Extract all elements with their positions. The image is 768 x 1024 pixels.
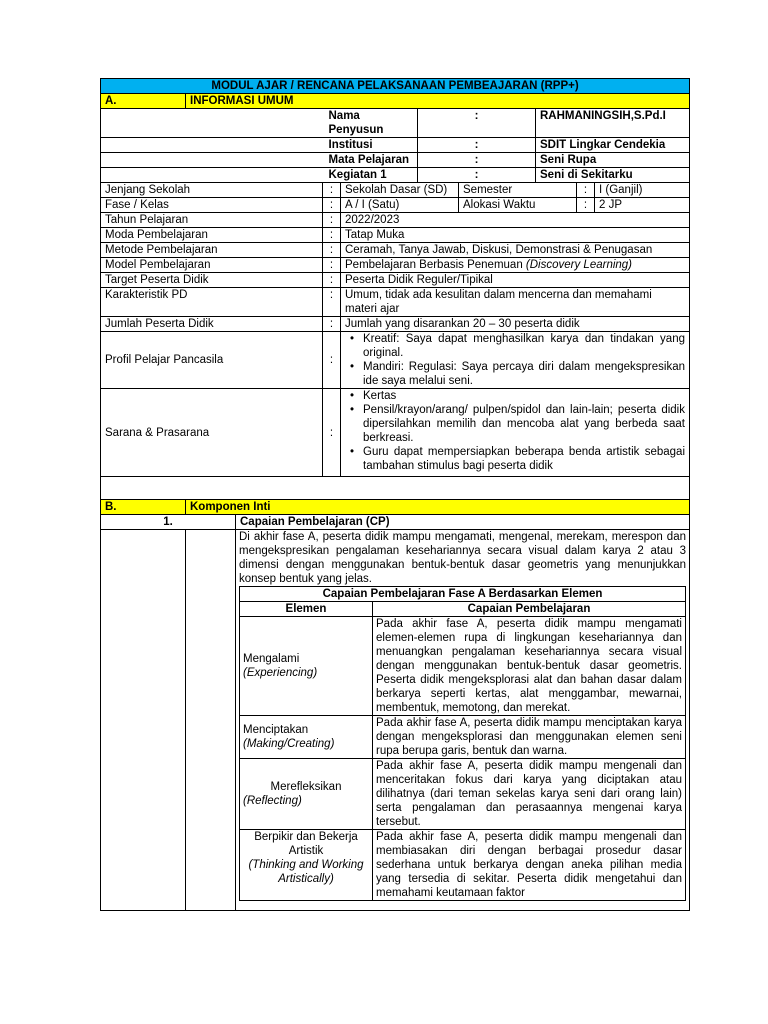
header-row: Kegiatan 1 : Seni di Sekitarku xyxy=(101,168,690,183)
header-row: Nama Penyusun : RAHMANINGSIH,S.Pd.I xyxy=(101,109,690,138)
section-a-header xyxy=(101,94,690,109)
list-item: • Mandiri: Regulasi: Saya percaya diri dalam mengekspresikan ide saya melalui seni. xyxy=(363,360,685,388)
header-label: Kegiatan 1 xyxy=(325,168,418,183)
header-value: Seni di Sekitarku xyxy=(536,168,690,183)
header-row: Mata Pelajaran : Seni Rupa xyxy=(101,153,690,168)
row-moda: Moda Pembelajaran : Tatap Muka xyxy=(101,228,690,243)
spacer-row xyxy=(101,477,690,500)
table-row: Menciptakan (Making/Creating) Pada akhir fase A, peserta didik mampu menciptakan karya dengan mengeksplorasi dan menggunakan elemen seni rupa berupa garis, bentuk dan warna. xyxy=(240,716,686,759)
cp-number: 1. xyxy=(101,515,236,530)
header-value: Seni Rupa xyxy=(536,153,690,168)
main-table xyxy=(100,78,690,183)
row-sarana: Sarana & Prasarana : • Kertas • Pensil/krayon/arang/ pulpen/spidol dan lain-lain; peserta didik dipersilahkan memilih dan mencoba alat yang berbeda saat berkreasi. • Guru dapat mempersiapkan beberapa benda artistik sebagai tambahan stimulus bagi peserta didik xyxy=(101,389,690,477)
row-tahun: Tahun Pelajaran : 2022/2023 xyxy=(101,213,690,228)
rpp-document xyxy=(100,78,689,911)
cp-title: Capaian Pembelajaran (CP) xyxy=(236,515,690,530)
profil-list xyxy=(345,332,685,388)
row-profil: Profil Pelajar Pancasila : • Kreatif: Saya dapat menghasilkan karya dan tindakan yang original. • Mandiri: Regulasi: Saya percaya diri dalam mengekspresikan ide saya melalui seni. xyxy=(101,332,690,389)
cp-table-title: Capaian Pembelajaran Fase A Berdasarkan Elemen xyxy=(240,587,686,602)
list-item: • Pensil/krayon/arang/ pulpen/spidol dan lain-lain; peserta didik dipersilahkan memilih dan mencoba alat yang berbeda saat berkreasi. xyxy=(363,403,685,445)
section-b-letter: B. xyxy=(101,500,186,515)
cp-element-table xyxy=(239,586,686,901)
section-a-letter: A. xyxy=(101,94,186,109)
table-row: Mengalami (Experiencing) Pada akhir fase A, peserta didik mampu mengamati elemen-elemen rupa di lingkungan kesehariannya dan menuangkan pengalaman kesehariannya secara visual dengan menggunakan bentuk-bentuk dasar geometris. Peserta didik mengeksplorasi alat dan bahan dasar dalam berkarya seperti kertas, alat menggambar, mewarnai, membentuk, memotong, dan merekat. xyxy=(240,617,686,716)
component-table xyxy=(100,499,690,911)
section-b-label: Komponen Inti xyxy=(186,500,690,515)
section-b-header xyxy=(101,500,690,515)
row-jumlah: Jumlah Peserta Didik : Jumlah yang disarankan 20 – 30 peserta didik xyxy=(101,317,690,332)
list-item: • Guru dapat mempersiapkan beberapa benda artistik sebagai tambahan stimulus bagi peserta didik xyxy=(363,445,685,473)
cp-header xyxy=(101,515,690,530)
cp-intro: Di akhir fase A, peserta didik mampu mengamati, mengenal, merekam, merespon dan mengekspresikan pengalaman kesehariannya secara visual dalam karya 2 atau 3 dimensi dengan menggunakan bentuk-bentuk dasar geometris yang menunjukkan konsep bentuk yang jelas. xyxy=(239,531,686,585)
cp-body xyxy=(101,530,690,911)
table-row: Berpikir dan Bekerja Artistik (Thinking and Working Artistically) Pada akhir fase A, peserta didik mampu mengenali dan membiasakan diri dengan berbagai prosedur dasar sederhana untuk berkarya dengan aneka pilihan media yang tersedia di sekitar. Peserta didik mengetahui dan memahami keutamaan faktor xyxy=(240,830,686,901)
row-target: Target Peserta Didik : Peserta Didik Reguler/Tipikal xyxy=(101,273,690,288)
header-label: Mata Pelajaran xyxy=(325,153,418,168)
list-item: • Kertas xyxy=(363,389,685,403)
row-model: Model Pembelajaran : Pembelajaran Berbasis Penemuan (Discovery Learning) xyxy=(101,258,690,273)
header-row: Institusi : SDIT Lingkar Cendekia xyxy=(101,138,690,153)
section-a-label: INFORMASI UMUM xyxy=(186,94,690,109)
row-jenjang: Jenjang Sekolah : Sekolah Dasar (SD) Semester : I (Ganjil) xyxy=(101,183,690,198)
header-label: Nama Penyusun xyxy=(325,109,418,138)
row-karakteristik: Karakteristik PD : Umum, tidak ada kesulitan dalam mencerna dan memahami materi ajar xyxy=(101,288,690,317)
header-value: SDIT Lingkar Cendekia xyxy=(536,138,690,153)
row-metode: Metode Pembelajaran : Ceramah, Tanya Jawab, Diskusi, Demonstrasi & Penugasan xyxy=(101,243,690,258)
col-header-capaian: Capaian Pembelajaran xyxy=(373,602,686,617)
table-row: Merefleksikan (Reflecting) Pada akhir fase A, peserta didik mampu mengenali dan menceritakan fokus dari karya yang diciptakan atau dilihatnya (dari teman sekelas karya seni dari orang lain) serta pengalaman dan perasaannya mengenai karya tersebut. xyxy=(240,759,686,830)
list-item: • Kreatif: Saya dapat menghasilkan karya dan tindakan yang original. xyxy=(363,332,685,360)
info-table xyxy=(100,182,690,500)
header-value: RAHMANINGSIH,S.Pd.I xyxy=(536,109,690,138)
row-fase: Fase / Kelas : A / I (Satu) Alokasi Waktu : 2 JP xyxy=(101,198,690,213)
document-title: MODUL AJAR / RENCANA PELAKSANAAN PEMBEAJARAN (RPP+) xyxy=(101,79,690,94)
header-label: Institusi xyxy=(325,138,418,153)
col-header-elemen: Elemen xyxy=(240,602,373,617)
sarana-list xyxy=(345,389,685,473)
